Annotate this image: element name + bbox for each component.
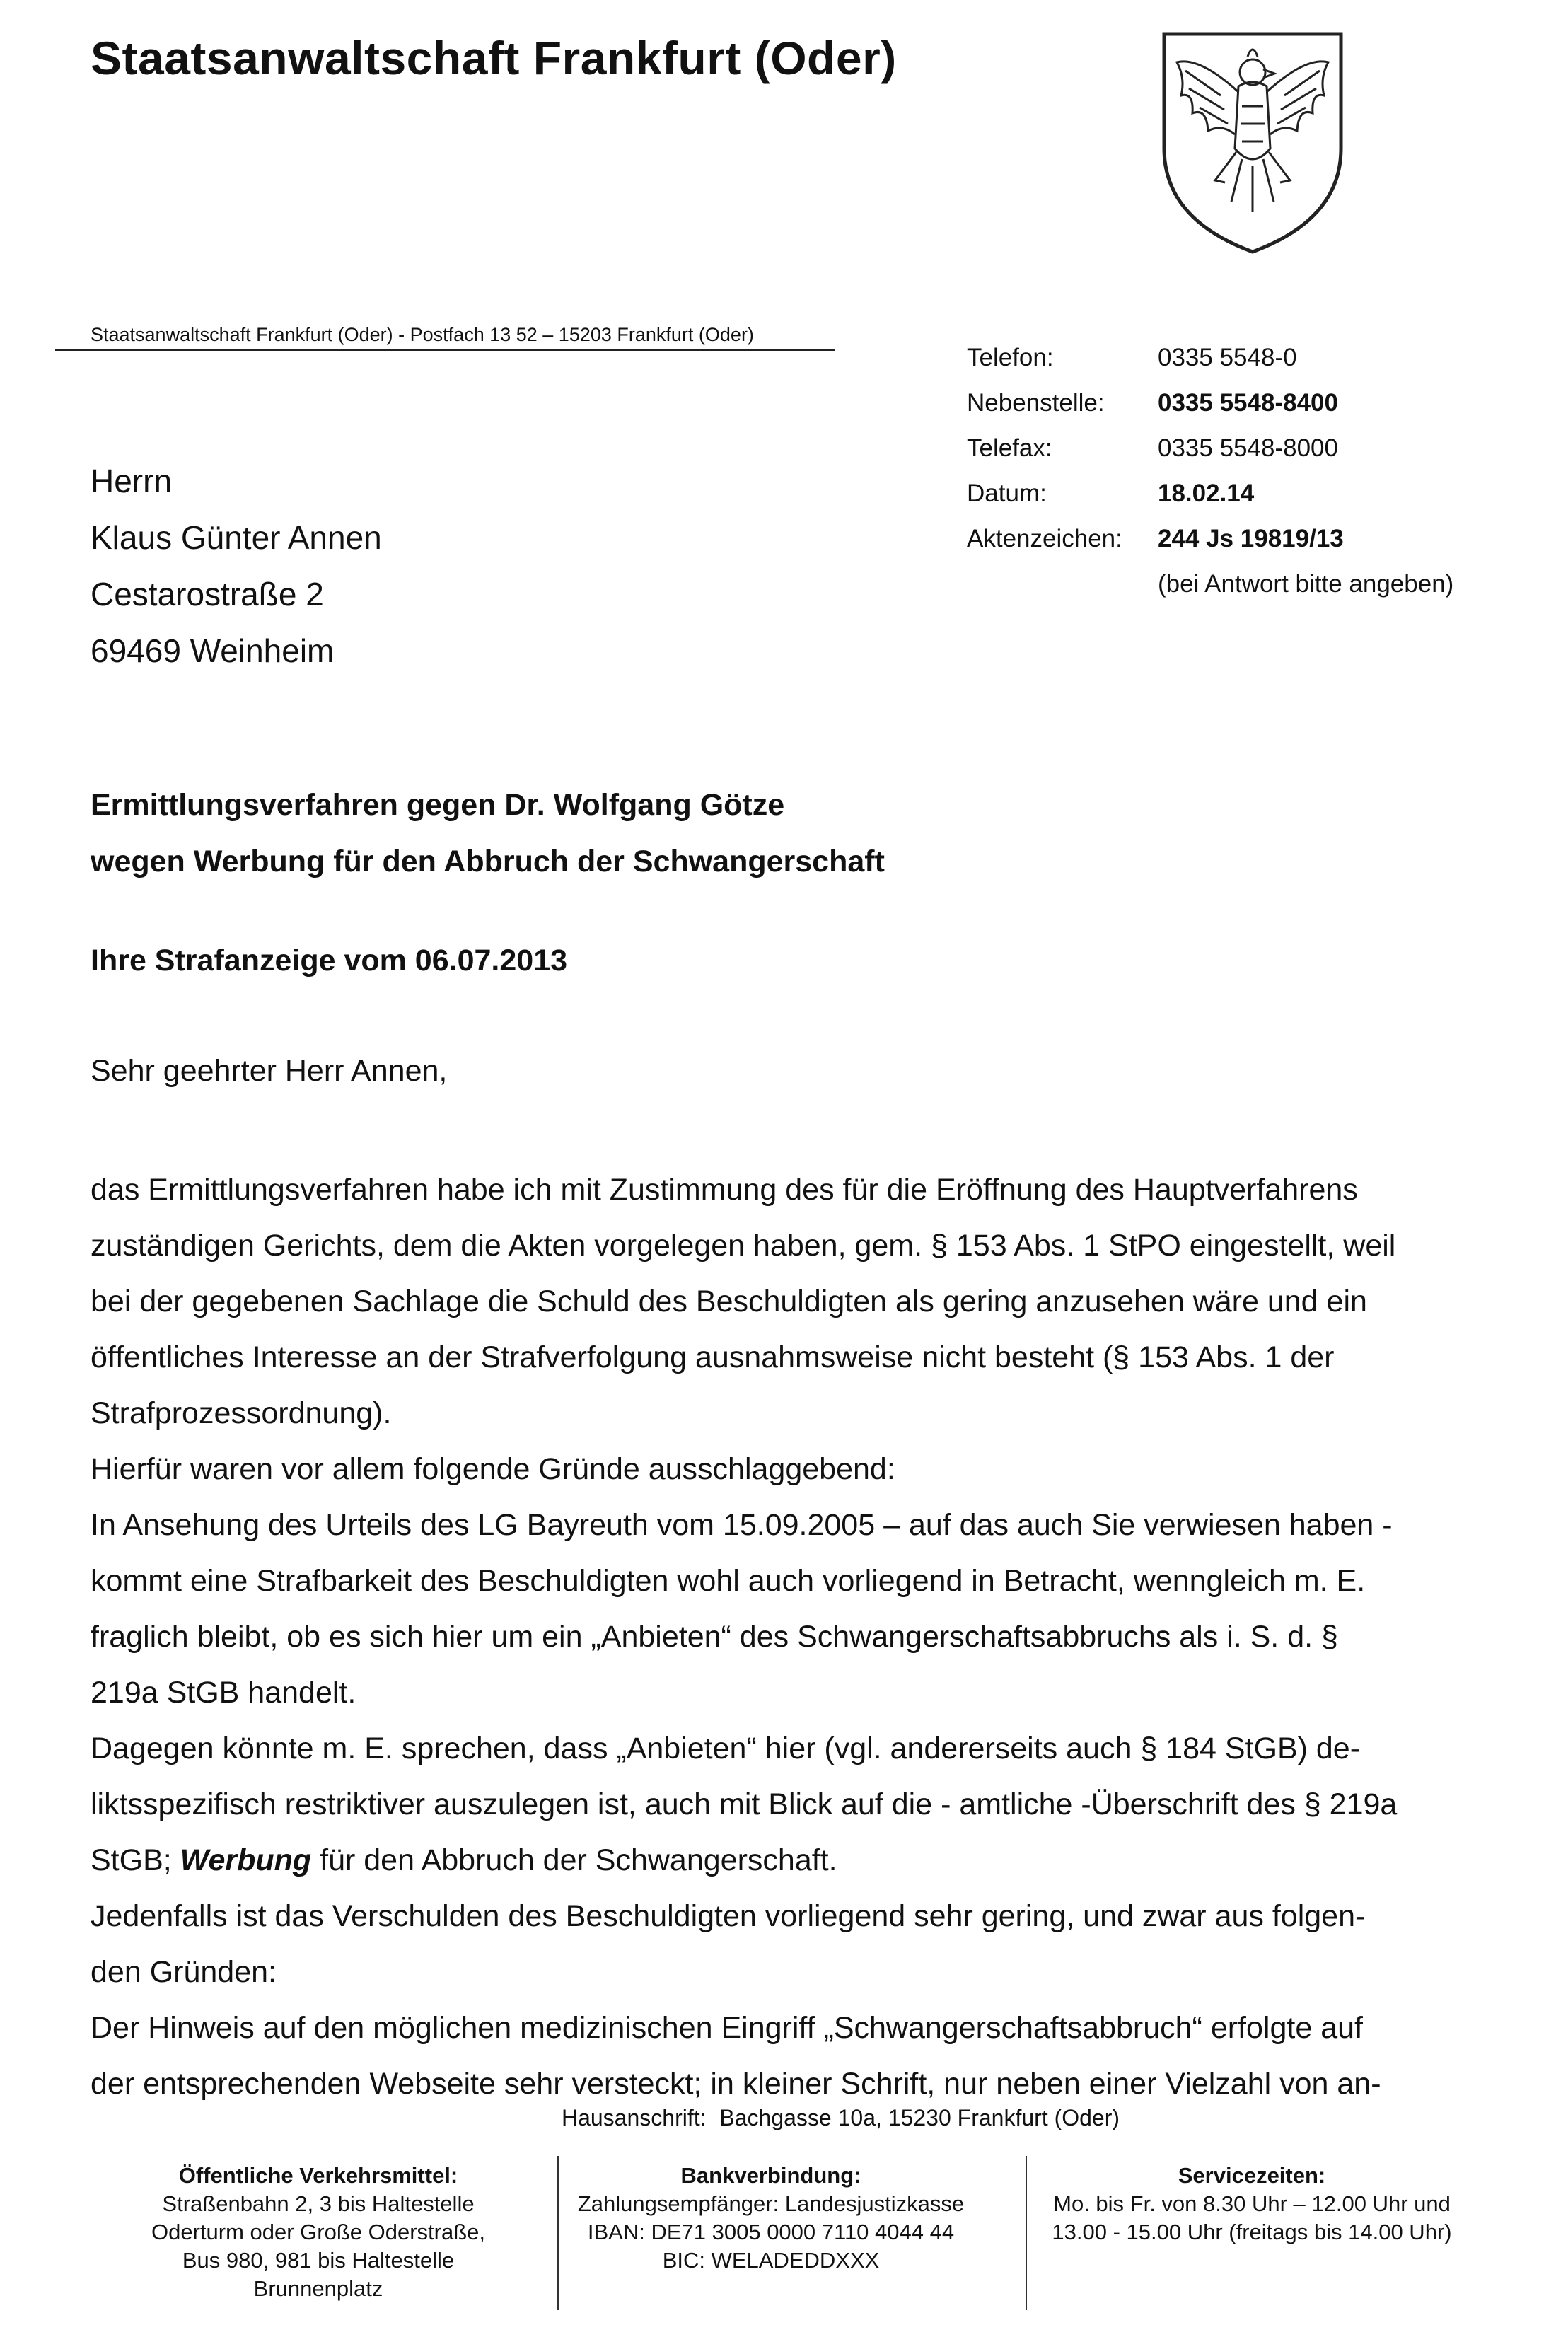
body-line: bei der gegebenen Sachlage die Schuld des Beschuldigten als gering anzusehen wäre und ein: [91, 1285, 1367, 1318]
eagle-coat-of-arms-icon: [1157, 28, 1348, 256]
service-title: Servicezeiten:: [1178, 2163, 1326, 2188]
transport-line: Oderturm oder Große Oderstraße,: [151, 2220, 486, 2244]
return-address-rule: [55, 349, 835, 351]
subject-line-1: Ermittlungsverfahren gegen Dr. Wolfgang Götze: [91, 788, 785, 822]
transport-line: Bus 980, 981 bis Haltestelle: [182, 2248, 455, 2273]
footer-service: [1018, 2162, 1485, 2246]
recipient-salutation: Herrn: [91, 463, 173, 499]
letter-subject: [91, 777, 885, 890]
body-line: der entsprechenden Webseite sehr versteckt; in kleiner Schrift, nur neben einer Vielzahl von an-: [91, 2067, 1381, 2101]
body-line-suffix: für den Abbruch der Schwangerschaft.: [311, 1843, 837, 1877]
body-line: öffentliches Interesse an der Strafverfolgung ausnahmsweise nicht besteht (§ 153 Abs. 1 der: [91, 1340, 1335, 1374]
transport-line: Brunnenplatz: [253, 2276, 383, 2301]
transport-title: Öffentliche Verkehrsmittel:: [178, 2163, 458, 2188]
body-line: liktsspezifisch restriktiver auszulegen ist, auch mit Blick auf die - amtliche -Überschrift des § 219a: [91, 1787, 1398, 1821]
letter-greeting: Sehr geehrter Herr Annen,: [91, 1054, 448, 1088]
body-line: fraglich bleibt, ob es sich hier um ein „Anbieten“ des Schwangerschaftsabbruchs als i. S. d. §: [91, 1620, 1338, 1654]
footer-transport: [113, 2162, 523, 2303]
body-line: 219a StGB handelt.: [91, 1676, 356, 1710]
subject-line-2: wegen Werbung für den Abbruch der Schwangerschaft: [91, 845, 885, 878]
service-line: Mo. bis Fr. von 8.30 Uhr – 12.00 Uhr und: [1053, 2191, 1451, 2216]
emphasis-werbung: Werbung: [180, 1843, 312, 1877]
house-address: [0, 2105, 1568, 2131]
body-line: Der Hinweis auf den möglichen medizinischen Eingriff „Schwangerschaftsabbruch“ erfolgte auf: [91, 2011, 1363, 2045]
footer-bank: [552, 2162, 990, 2275]
house-address-label: Hausanschrift:: [561, 2105, 707, 2130]
body-line: Strafprozessordnung).: [91, 1396, 392, 1430]
date-label: Datum:: [967, 480, 1047, 507]
body-line: zuständigen Gerichts, dem die Akten vorgelegen haben, gem. § 153 Abs. 1 StPO eingestellt, weil: [91, 1229, 1396, 1263]
file-number-label: Aktenzeichen:: [967, 525, 1122, 552]
file-number-hint: (bei Antwort bitte angeben): [1158, 570, 1454, 598]
service-line: 13.00 - 15.00 Uhr (freitags bis 14.00 Uhr): [1052, 2220, 1452, 2244]
recipient-name: Klaus Günter Annen: [91, 519, 382, 556]
phone-label: Telefon:: [967, 344, 1054, 371]
letter-footer: [113, 2156, 1485, 2312]
fax-label: Telefax:: [967, 434, 1052, 462]
file-number-value: 244 Js 19819/13: [1158, 525, 1344, 552]
extension-value: 0335 5548-8400: [1158, 389, 1338, 417]
extension-label: Nebenstelle:: [967, 389, 1105, 417]
bank-line: BIC: WELADEDDXXX: [662, 2248, 880, 2273]
bank-line: Zahlungsempfänger: Landesjustizkasse: [577, 2191, 965, 2216]
recipient-address: [91, 453, 382, 679]
body-line: In Ansehung des Urteils des LG Bayreuth vom 15.09.2005 – auf das auch Sie verwiesen haben -: [91, 1508, 1393, 1542]
bank-title: Bankverbindung:: [680, 2163, 861, 2188]
return-address: Staatsanwaltschaft Frankfurt (Oder) - Postfach 13 52 – 15203 Frankfurt (Oder): [91, 324, 754, 345]
body-line: das Ermittlungsverfahren habe ich mit Zustimmung des für die Eröffnung des Hauptverfahrens: [91, 1173, 1358, 1207]
body-line-emphasis: [91, 1833, 1491, 1889]
body-line-prefix: StGB;: [91, 1843, 180, 1877]
house-address-value: Bachgasse 10a, 15230 Frankfurt (Oder): [719, 2105, 1120, 2130]
body-line: kommt eine Strafbarkeit des Beschuldigten wohl auch vorliegend in Betracht, wenngleich m. E.: [91, 1564, 1366, 1598]
date-value: 18.02.14: [1158, 480, 1255, 507]
transport-line: Straßenbahn 2, 3 bis Haltestelle: [162, 2191, 475, 2216]
bank-line: IBAN: DE71 3005 0000 7110 4044 44: [587, 2220, 955, 2244]
fax-value: 0335 5548-8000: [1158, 434, 1338, 462]
letter-reference: Ihre Strafanzeige vom 06.07.2013: [91, 944, 568, 978]
phone-value: 0335 5548-0: [1158, 344, 1297, 371]
body-line: Jedenfalls ist das Verschulden des Beschuldigten vorliegend sehr gering, und zwar aus folgen-: [91, 1899, 1366, 1933]
letter-body: [91, 1162, 1491, 2112]
body-line: Hierfür waren vor allem folgende Gründe ausschlaggebend:: [91, 1452, 895, 1486]
body-line: Dagegen könnte m. E. sprechen, dass „Anbieten“ hier (vgl. andererseits auch § 184 StGB) de-: [91, 1732, 1361, 1765]
body-line: den Gründen:: [91, 1955, 277, 1989]
recipient-city: 69469 Weinheim: [91, 632, 335, 669]
recipient-street: Cestarostraße 2: [91, 576, 324, 613]
authority-name: Staatsanwaltschaft Frankfurt (Oder): [91, 32, 897, 84]
